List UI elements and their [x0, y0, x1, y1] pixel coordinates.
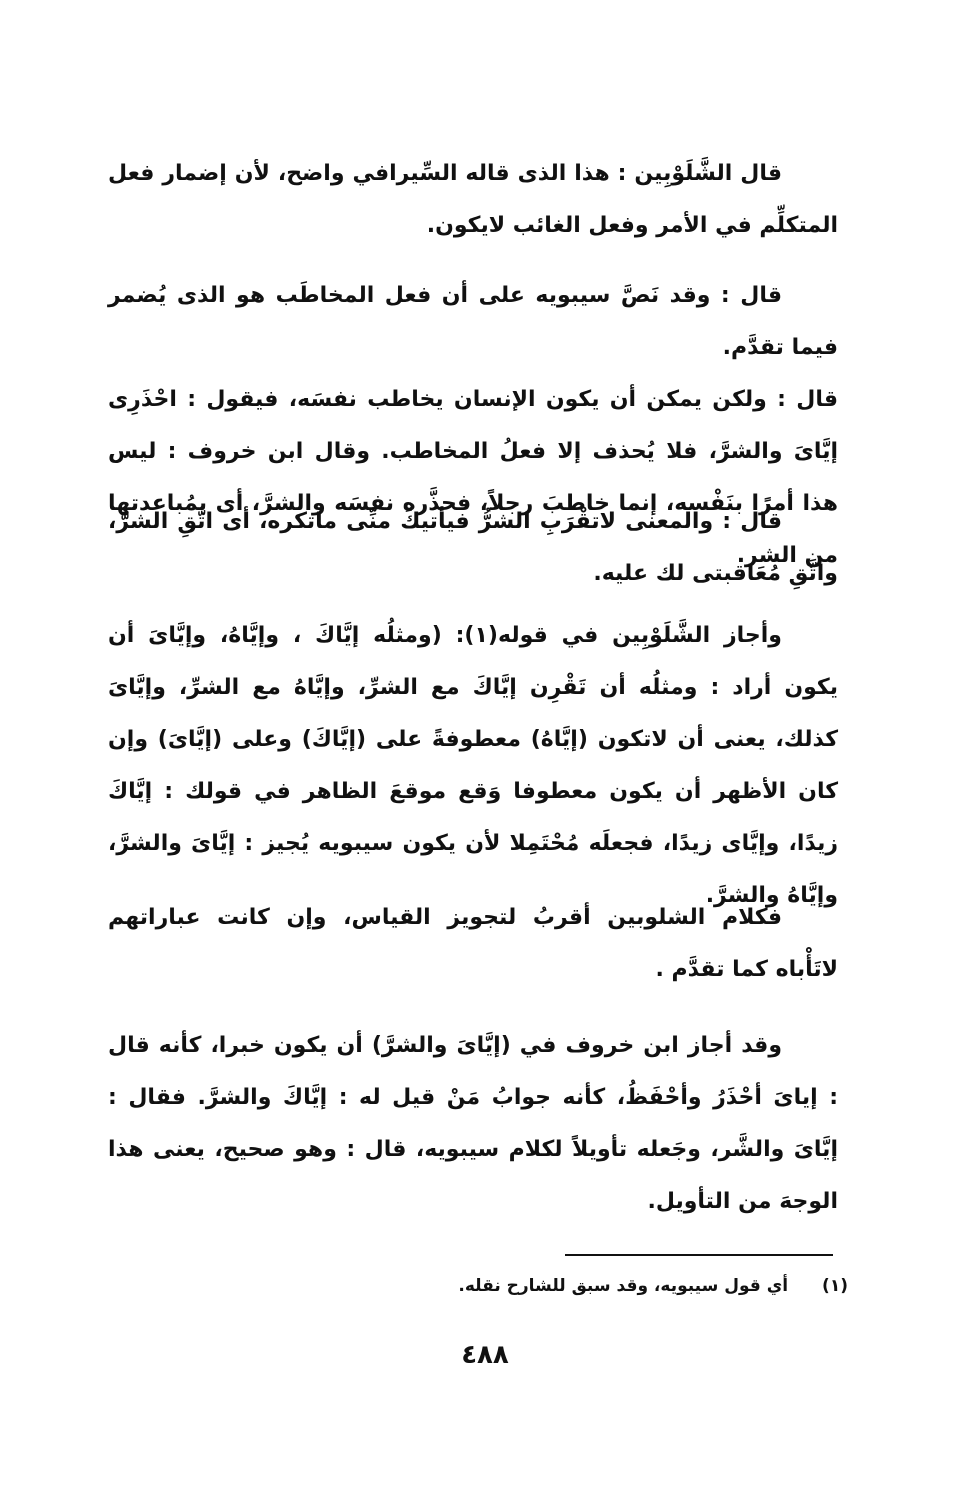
page-number: ٤٨٨	[461, 1340, 509, 1370]
body-text	[108, 496, 838, 600]
paragraph-4: قال : والمعنى لاتقْرَبِ الشرُّ فيأتيكَ منِّى ماتكره، أى اتَّقِ الشرَّ، واتَّقِ مُعَاقبتى لك عليه.	[108, 509, 838, 586]
paragraph-6: فكلام الشلوبين أقربُ لتجويز القياس، وإن كانت عباراتهم لاتَأْباه كما تقدَّم .	[108, 905, 838, 982]
footnote-number: (١)	[822, 1276, 848, 1296]
footnote-text: أي قول سيبويه، وقد سبق للشارح نقله.	[458, 1276, 789, 1296]
body-text	[108, 610, 838, 922]
footnote-divider	[565, 1254, 833, 1256]
body-text	[108, 148, 838, 252]
body-text	[108, 892, 838, 996]
paragraph-7: وقد أجاز ابن خروف في (إيَّاىَ والشرَّ) أن يكون خبرا، كأنه قال : إياىَ أحْذَرُ وأحْفَظُ، كأنه جوابُ مَنْ قيل له : إيَّاكَ والشرَّ. فقال : إيَّاىَ والشَّر، وجَعله تأويلاً لكلام سيبويه، قال : وهو صحيح، يعنى هذا الوجهَ من التأويل.	[108, 1033, 838, 1214]
paragraph-5: وأجاز الشَّلَوْبِين في قوله(١): (ومثلُه إيَّاكَ ، وإيَّاهُ، وإيَّاىَ أن يكون أراد : ومثلُه أن تَقْرِن إيَّاكَ مع الشرِّ، وإيَّاهُ مع الشرِّ، وإيَّاىَ كذلك، يعنى أن لاتكون (إيَّاهُ) معطوفةً على (إيَّاكَ) وعلى (إيَّاىَ) وإن كان الأظهر أن يكون معطوفا وَقع موقعَ الظاهر في قولك : إيَّاكَ زيدًا، وإيَّاى زيدًا، فجعلَه مُحْتَمِلا لأن يكون سيبويه يُجيز : إيَّاىَ والشرَّ، وإيَّاهُ والشرَّ.	[108, 623, 838, 908]
body-text	[108, 1020, 838, 1228]
paragraph-2: قال : وقد نَصَّ سيبويه على أن فعل المخاطَب هو الذى يُضمر فيما تقدَّم.	[108, 283, 838, 360]
footnote	[300, 1276, 848, 1296]
paragraph-1: قال الشَّلَوْبِين : هذا الذى قاله السِّيرافي واضح، لأن إضمار فعل المتكلِّم في الأمر وفعل الغائب لايكون.	[108, 161, 838, 238]
paragraph-3: قال : ولكن يمكن أن يكون الإنسان يخاطب نفسَه، فيقول : احْذَرِى إيَّاىَ والشرَّ، فلا يُحذف إلا فعلُ المخاطب. وقال ابن خروف : ليس هذا أمرًا بنَفْسه، إنما خاطبَ رجلاً، فحذَّره نفسَه والشرَّ، أى بمُباعدتها من الشر.	[108, 387, 838, 568]
